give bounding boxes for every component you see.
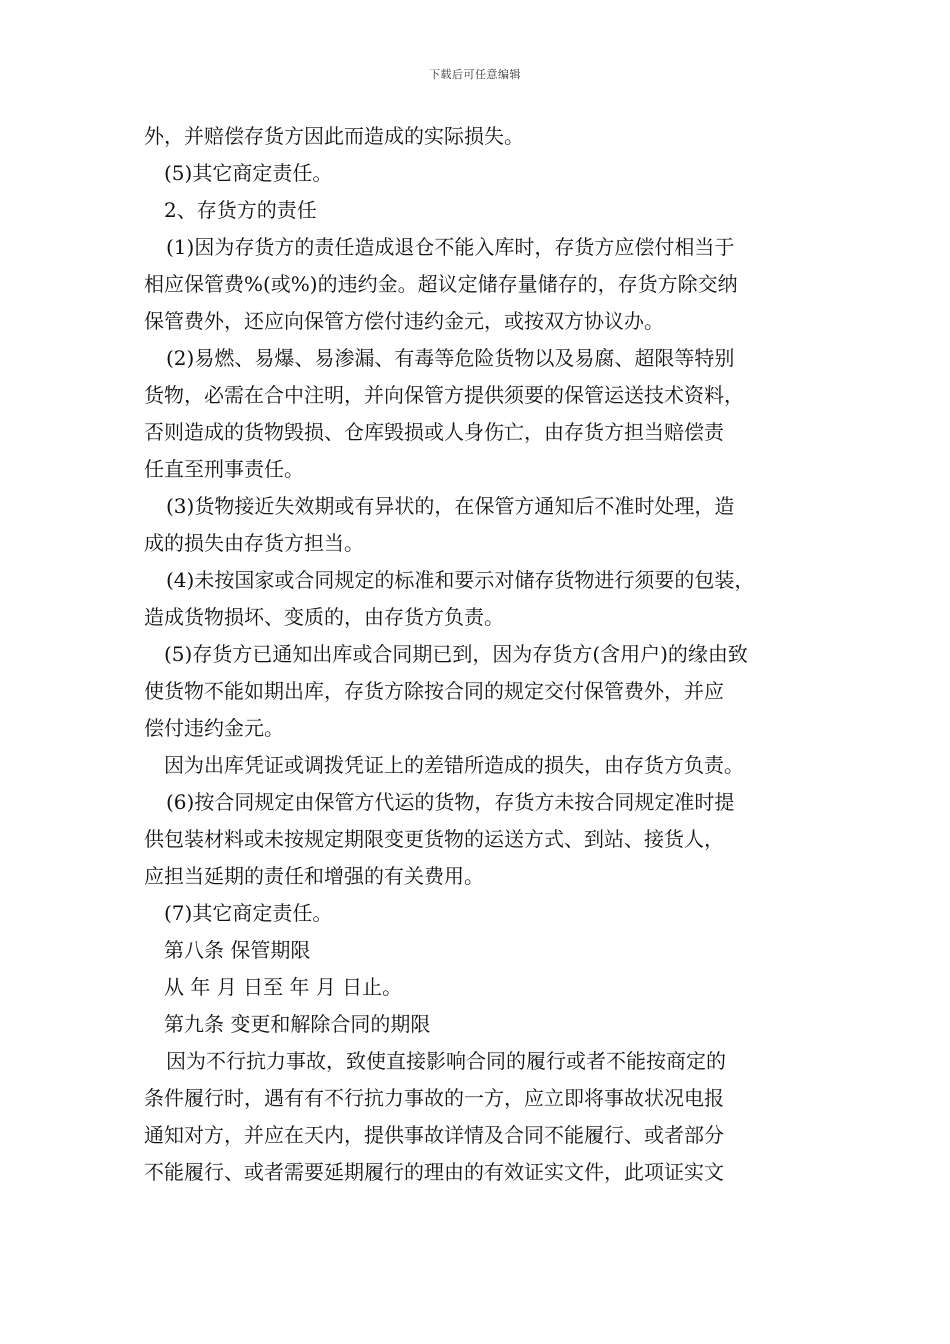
text-line: (5)其它商定责任。	[164, 161, 333, 185]
text-line: 否则造成的货物毁损、仓库毁损或人身伤亡，由存货方担当赔偿责	[144, 420, 724, 444]
text-line: 因为不行抗力事故，致使直接影响合同的履行或者不能按商定的	[166, 1049, 726, 1073]
text-line: (5)存货方已通知出库或合同期已到，因为存货方(含用户)的缘由致	[164, 642, 748, 666]
text-line: 不能履行、或者需要延期履行的理由的有效证实文件，此项证实文	[144, 1160, 724, 1184]
text-line: 从 年 月 日至 年 月 日止。	[164, 975, 403, 999]
text-line: 货物，必需在合中注明，并向保管方提供须要的保管运送技术资料，	[144, 383, 744, 407]
text-line: 应担当延期的责任和增强的有关费用。	[144, 864, 484, 888]
document-body	[144, 118, 816, 1191]
text-line: 任直至刑事责任。	[144, 457, 304, 481]
page-header: 下载后可任意编辑	[429, 68, 521, 81]
text-line: 通知对方，并应在天内，提供事故详情及合同不能履行、或者部分	[144, 1123, 724, 1147]
text-line: 因为出库凭证或调拨凭证上的差错所造成的损失，由存货方负责。	[164, 753, 744, 777]
text-line: 第九条 变更和解除合同的期限	[164, 1012, 431, 1036]
text-line: (1)因为存货方的责任造成退仓不能入库时，存货方应偿付相当于	[166, 235, 735, 259]
text-line: 造成货物损坏、变质的，由存货方负责。	[144, 605, 504, 629]
text-line: 保管费外，还应向保管方偿付违约金元，或按双方协议办。	[144, 309, 664, 333]
text-line: 第八条 保管期限	[164, 938, 311, 962]
text-line: (2)易燃、易爆、易渗漏、有毒等危险货物以及易腐、超限等特别	[166, 346, 735, 370]
text-line: (6)按合同规定由保管方代运的货物，存货方未按合同规定准时提	[166, 790, 735, 814]
text-line: 偿付违约金元。	[144, 716, 284, 740]
text-line: 2、存货方的责任	[164, 198, 317, 222]
text-line: 相应保管费%(或%)的违约金。超议定储存量储存的，存货方除交纳	[144, 272, 738, 296]
text-line: 使货物不能如期出库，存货方除按合同的规定交付保管费外，并应	[144, 679, 724, 703]
text-line: (7)其它商定责任。	[164, 901, 333, 925]
text-line: (3)货物接近失效期或有异状的，在保管方通知后不准时处理，造	[166, 494, 735, 518]
text-line: 条件履行时，遇有有不行抗力事故的一方，应立即将事故状况电报	[144, 1086, 724, 1110]
text-line: (4)未按国家或合同规定的标准和要示对储存货物进行须要的包装，	[166, 568, 755, 592]
text-line: 外，并赔偿存货方因此而造成的实际损失。	[144, 124, 524, 148]
text-line: 供包装材料或未按规定期限变更货物的运送方式、到站、接货人，	[144, 827, 724, 851]
text-line: 成的损失由存货方担当。	[144, 531, 364, 555]
